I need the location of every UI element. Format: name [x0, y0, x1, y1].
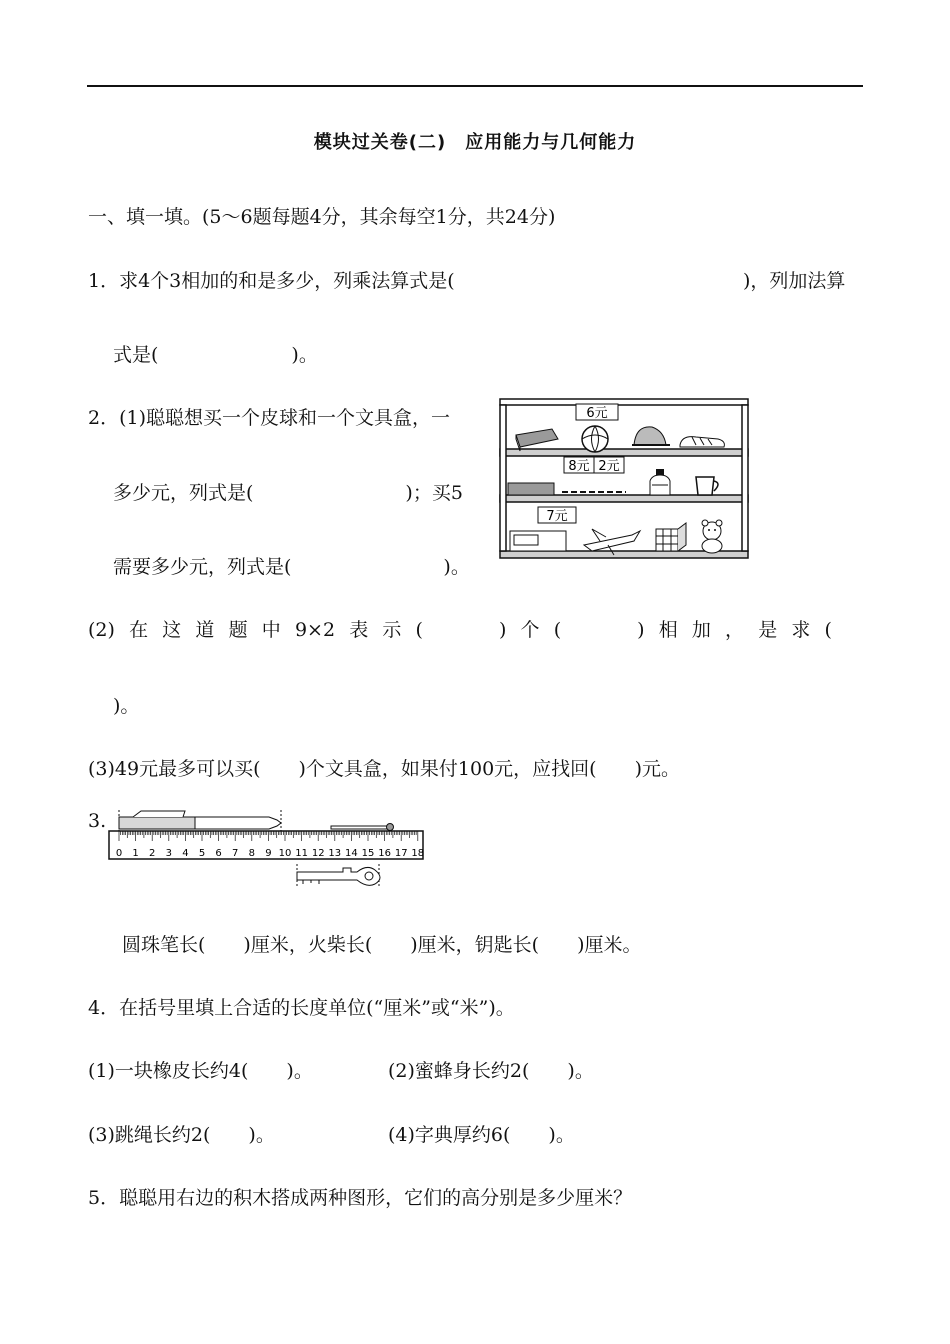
- ruler-label: 13: [328, 848, 342, 859]
- q2-sub2-token: 表: [349, 619, 369, 641]
- price-7-label: 7元: [546, 509, 568, 524]
- q4-item-4: (4)字典厚约6( )。: [388, 1124, 575, 1146]
- q3-number: 3.: [88, 810, 107, 832]
- teddy-bear-icon: [702, 520, 722, 553]
- q1-line2: 式是( )。: [113, 344, 318, 366]
- ruler-figure: [105, 806, 427, 892]
- pencil-box-icon: [508, 483, 554, 495]
- price-8-label: 8元: [568, 459, 590, 474]
- q2-line1: 2．(1)聪聪想买一个皮球和一个文具盒，一: [88, 407, 451, 429]
- hat-icon: [632, 427, 670, 445]
- ruler-label: 6: [215, 848, 222, 859]
- computer-icon: [510, 531, 566, 551]
- ruler-label: 8: [248, 848, 255, 859]
- ruler-label: 1: [132, 848, 139, 859]
- ruler-label: 7: [232, 848, 239, 859]
- q2-sub2-token: 这: [162, 619, 182, 641]
- cup-icon: [696, 477, 718, 495]
- book-icon: [516, 429, 558, 451]
- q2-sub2-token: 在: [129, 619, 149, 641]
- q2-sub2-token: 相: [658, 619, 678, 641]
- q4-item-2: (2)蜜蜂身长约2( )。: [388, 1060, 594, 1082]
- ruler-label: 4: [182, 848, 189, 859]
- price-tag-6: [576, 404, 618, 421]
- q4-stem: 4．在括号里填上合适的长度单位(“厘米”或“米”)。: [88, 997, 515, 1019]
- pen-icon: [119, 811, 281, 829]
- q2-line3: 需要多少元，列式是( )。: [113, 556, 470, 578]
- q2-sub2-token: (2): [88, 619, 115, 641]
- page-title: 模块过关卷(二) 应用能力与几何能力: [313, 132, 637, 153]
- ruler-svg: [105, 806, 427, 888]
- price-tag-2: [594, 457, 624, 474]
- match-icon: [331, 824, 394, 831]
- price-2-label: 2元: [598, 459, 620, 474]
- ruler-label: 5: [198, 848, 206, 859]
- ruler-label: 0: [115, 848, 123, 859]
- top-rule: [87, 85, 863, 87]
- q2-sub2-token: (: [824, 619, 832, 641]
- shoe-icon: [680, 437, 724, 447]
- q2-sub2-token: 题: [228, 619, 248, 641]
- q1-line1-right: )，列加法算: [743, 270, 846, 292]
- ruler-label: 11: [295, 848, 308, 859]
- price-6-label: 6元: [586, 406, 608, 421]
- q2-sub3: (3)49元最多可以买( )个文具盒，如果付100元，应找回( )元。: [88, 758, 681, 780]
- q2-sub2-token: ，: [725, 619, 745, 641]
- ruler-label: 18: [411, 848, 425, 859]
- price-tag-7: [538, 507, 576, 524]
- price-tag-8: [564, 457, 594, 474]
- q2-sub2-token: 示: [382, 619, 402, 641]
- q2-sub2-token: 中: [261, 619, 281, 641]
- ruler-label: 14: [345, 848, 358, 859]
- ruler-label: 9: [265, 848, 272, 859]
- ruler-label: 10: [278, 848, 292, 859]
- cube-puzzle-icon: [656, 523, 686, 551]
- q2-sub2-token: 求: [791, 619, 811, 641]
- q5-stem: 5．聪聪用右边的积木搭成两种图形，它们的高分别是多少厘米？: [88, 1187, 633, 1209]
- q4-item-1: (1)一块橡皮长约4( )。: [88, 1060, 313, 1082]
- ruler-label: 3: [165, 848, 172, 859]
- ruler-label: 15: [361, 848, 375, 859]
- key-icon: [297, 864, 380, 886]
- q2-sub2-token: ( ): [415, 619, 507, 641]
- q2-sub2-token: ( ): [553, 619, 645, 641]
- ruler-label: 16: [378, 848, 391, 859]
- q2-sub2-token: 9×2: [294, 619, 336, 641]
- q2-sub2-line2: )。: [113, 695, 140, 717]
- q3-answer: 圆珠笔长( )厘米，火柴长( )厘米，钥匙长( )厘米。: [122, 934, 642, 956]
- ruler-label: 12: [311, 848, 325, 859]
- q2-sub2-token: 加: [691, 619, 711, 641]
- q2-sub2-token: 个: [520, 619, 540, 641]
- jar-icon: [650, 469, 670, 495]
- shelf-svg: [496, 395, 754, 565]
- shelf-figure: [496, 395, 754, 569]
- q4-item-3: (3)跳绳长约2( )。: [88, 1124, 275, 1146]
- section-heading: 一、填一填。(5～6题每题4分，其余每空1分，共24分): [88, 206, 556, 228]
- ruler-label: 2: [149, 848, 156, 859]
- q2-sub2-token: 是: [758, 619, 778, 641]
- q2-line2: 多少元，列式是( )；买5: [113, 482, 463, 504]
- q2-sub2-line1: [88, 617, 832, 643]
- q2-sub2-token: 道: [195, 619, 215, 641]
- q1-line1-left: 1．求4个3相加的和是多少，列乘法算式是(: [88, 270, 455, 292]
- ball-icon: [582, 426, 608, 452]
- ruler-label: 17: [394, 848, 408, 859]
